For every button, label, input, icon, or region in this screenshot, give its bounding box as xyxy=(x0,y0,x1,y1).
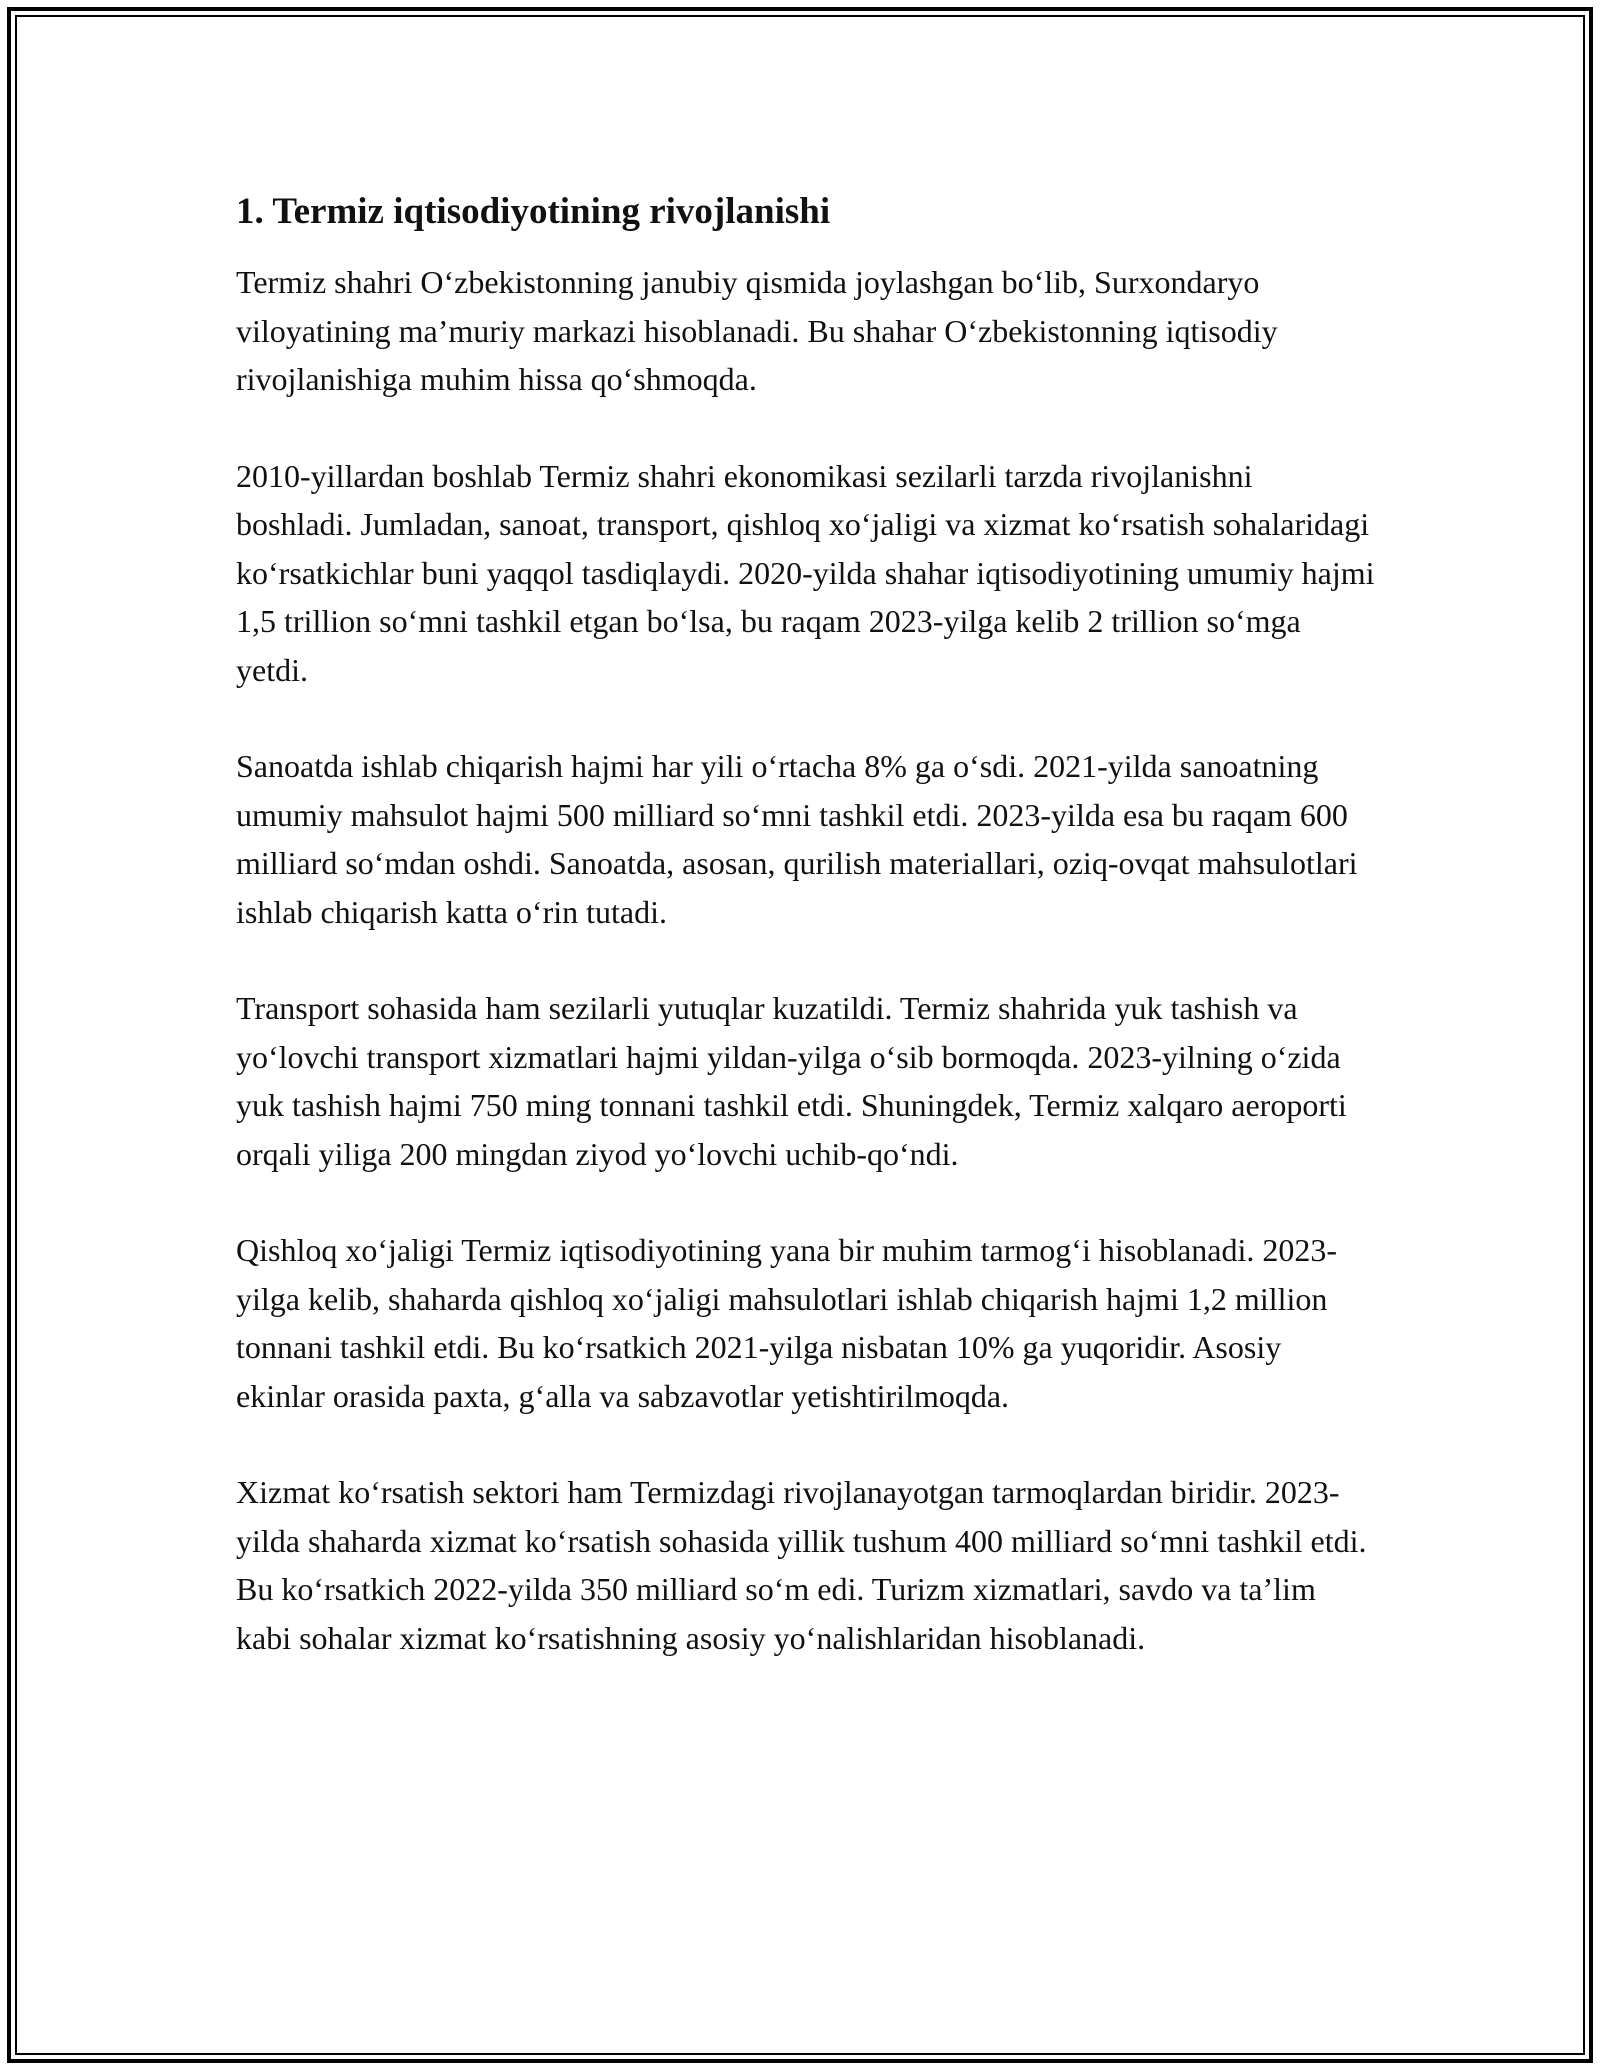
paragraph-intro: Termiz shahri O‘zbekistonning janubiy qismida joylashgan bo‘lib, Surxondaryo viloyatining ma’muriy markazi hisoblanadi. Bu shahar O‘zbekistonning iqtisodiy rivojlanishiga muhim hissa qo‘shmoqda. xyxy=(236,264,1278,397)
document-body xyxy=(236,188,1376,1662)
paragraph-transport: Transport sohasida ham sezilarli yutuqlar kuzatildi. Termiz shahrida yuk tashish va yo‘lovchi transport xizmatlari hajmi yildan-yilga o‘sib bormoqda. 2023-yilning o‘zida yuk tashish hajmi 750 ming tonnani tashkil etdi. Shuningdek, Termiz xalqaro aeroporti orqali yiliga 200 mingdan ziyod yo‘lovchi uchib-qo‘ndi. xyxy=(236,990,1347,1172)
section-title: 1. Termiz iqtisodiyotining rivojlanishi xyxy=(236,191,831,232)
paragraph-services: Xizmat ko‘rsatish sektori ham Termizdagi rivojlanayotgan tarmoqlardan biridir. 2023-yilda shaharda xizmat ko‘rsatish sohasida yillik tushum 400 milliard so‘mni tashkil etdi. Bu ko‘rsatkich 2022-yilda 350 milliard so‘m edi. Turizm xizmatlari, savdo va ta’lim kabi sohalar xizmat ko‘rsatishning asosiy yo‘nalishlaridan hisoblanadi. xyxy=(236,1474,1367,1656)
paragraph-agriculture: Qishloq xo‘jaligi Termiz iqtisodiyotining yana bir muhim tarmog‘i hisoblanadi. 2023-yilga kelib, shaharda qishloq xo‘jaligi mahsulotlari ishlab chiqarish hajmi 1,2 million tonnani tashkil etdi. Bu ko‘rsatkich 2021-yilga nisbatan 10% ga yuqoridir. Asosiy ekinlar orasida paxta, g‘alla va sabzavotlar yetishtirilmoqda. xyxy=(236,1232,1338,1414)
paragraph-industry: Sanoatda ishlab chiqarish hajmi har yili o‘rtacha 8% ga o‘sdi. 2021-yilda sanoatning umumiy mahsulot hajmi 500 milliard so‘mni tashkil etdi. 2023-yilda esa bu raqam 600 milliard so‘mdan oshdi. Sanoatda, asosan, qurilish materiallari, oziq-ovqat mahsulotlari ishlab chiqarish katta o‘rin tutadi. xyxy=(236,748,1358,930)
paragraph-economy-growth: 2010-yillardan boshlab Termiz shahri ekonomikasi sezilarli tarzda rivojlanishni boshladi. Jumladan, sanoat, transport, qishloq xo‘jaligi va xizmat ko‘rsatish sohalaridagi ko‘rsatkichlar buni yaqqol tasdiqlaydi. 2020-yilda shahar iqtisodiyotining umumiy hajmi 1,5 trillion so‘mni tashkil etgan bo‘lsa, bu raqam 2023-yilga kelib 2 trillion so‘mga yetdi. xyxy=(236,457,1375,688)
